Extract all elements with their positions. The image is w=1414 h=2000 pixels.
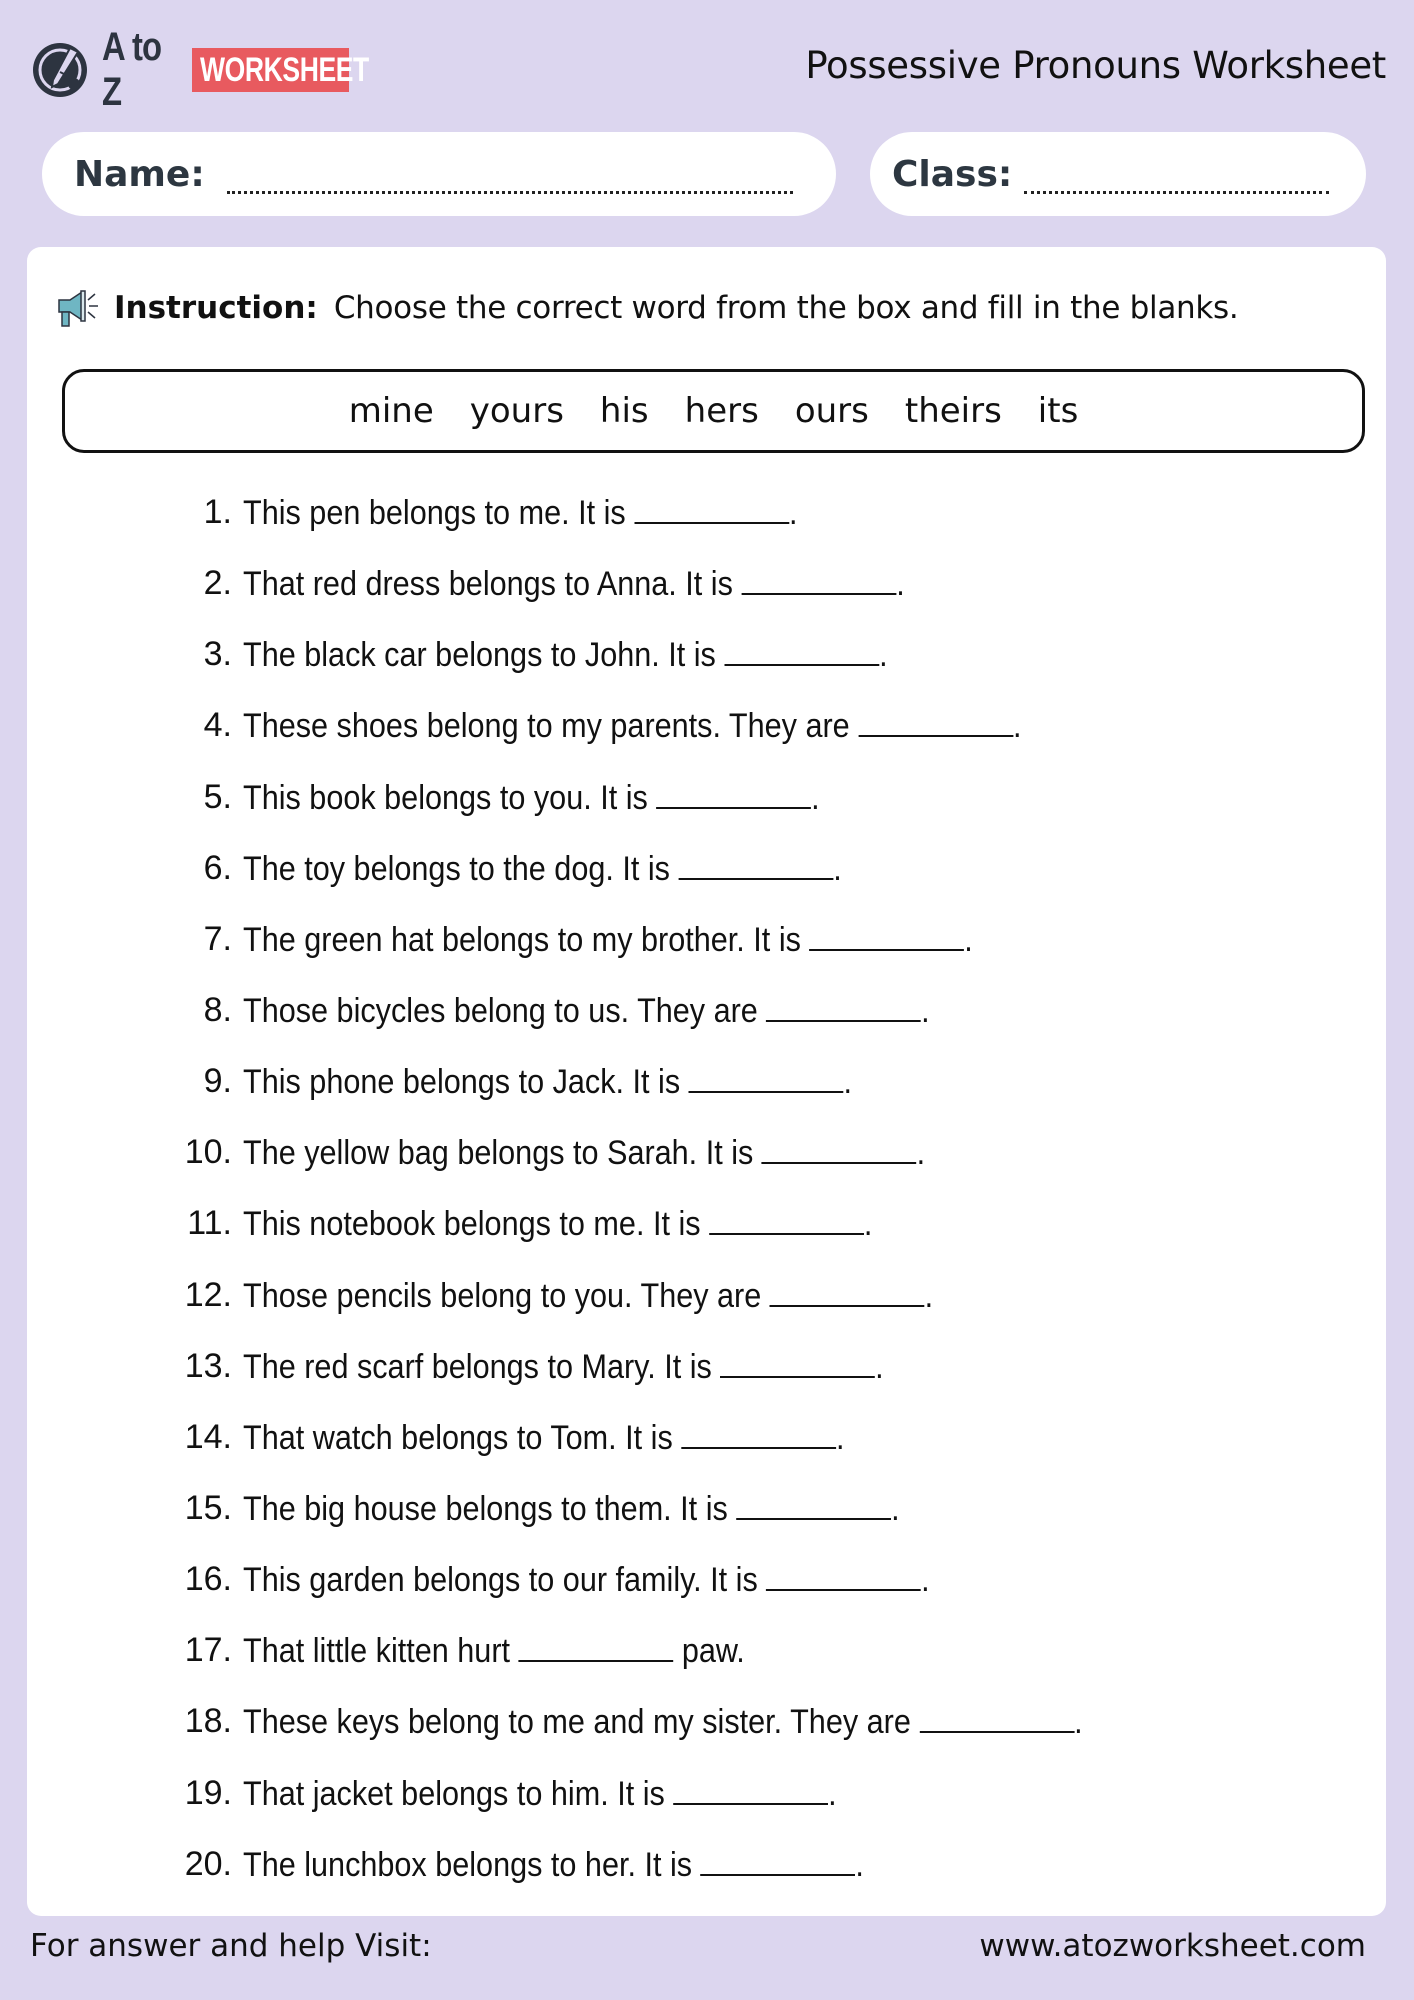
answer-blank[interactable] — [709, 1203, 864, 1235]
question-number: 19. — [184, 1773, 232, 1812]
question-item — [0, 1415, 911, 1459]
instruction-text: Choose the correct word from the box and fill in the blanks. — [333, 290, 1239, 326]
megaphone-icon — [56, 288, 102, 328]
question-number: 15. — [184, 1488, 232, 1527]
question-item — [0, 1557, 1006, 1601]
question-text: This pen belongs to me. It is — [243, 493, 635, 532]
question-item — [0, 846, 908, 890]
footer-website-link[interactable]: www.atozworksheet.com — [979, 1928, 1366, 1964]
answer-blank[interactable] — [919, 1701, 1074, 1733]
answer-blank[interactable] — [766, 990, 921, 1022]
question-text-end: . — [843, 1062, 852, 1101]
question-text: This phone belongs to Jack. It is — [243, 1062, 689, 1101]
footer-help-text: For answer and help Visit: — [30, 1928, 432, 1964]
question-text: That little kitten hurt — [243, 1631, 519, 1670]
question-item — [0, 1842, 933, 1886]
question-text: Those pencils belong to you. They are — [243, 1276, 770, 1315]
name-dotted-line[interactable] — [227, 191, 793, 194]
question-text: The green hat belongs to my brother. It is — [243, 920, 810, 959]
logo-brand-text: A to Z — [102, 25, 162, 114]
answer-blank[interactable] — [720, 1346, 875, 1378]
answer-blank[interactable] — [766, 1559, 921, 1591]
question-number: 6. — [203, 848, 232, 887]
answer-blank[interactable] — [741, 563, 896, 595]
answer-blank[interactable] — [689, 1061, 844, 1093]
question-item — [0, 988, 1006, 1032]
question-text-end: . — [1012, 706, 1022, 745]
word-bank-item: hers — [684, 391, 759, 431]
question-item — [0, 775, 884, 819]
question-text-end: . — [836, 1418, 845, 1457]
question-text: The big house belongs to them. It is — [243, 1489, 737, 1528]
question-text: The toy belongs to the dog. It is — [243, 849, 679, 888]
answer-blank[interactable] — [656, 777, 811, 809]
instruction-label: Instruction: — [114, 290, 318, 326]
question-text: Those bicycles belong to us. They are — [243, 991, 767, 1030]
question-item — [0, 1699, 1176, 1743]
answer-blank[interactable] — [519, 1630, 674, 1662]
question-item — [0, 1771, 903, 1815]
word-bank-item: his — [599, 391, 649, 431]
answer-blank[interactable] — [736, 1488, 891, 1520]
question-text-end: . — [964, 920, 973, 959]
question-text-end: . — [896, 564, 905, 603]
question-item — [0, 561, 978, 605]
answer-blank[interactable] — [678, 848, 833, 880]
question-text-end: . — [811, 778, 820, 817]
logo-badge — [192, 48, 369, 92]
question-item — [0, 917, 1054, 961]
question-text-end: . — [924, 1276, 934, 1315]
instruction-row — [56, 288, 1238, 328]
question-text-end: . — [891, 1489, 900, 1528]
question-text: These shoes belong to my parents. They are — [243, 706, 859, 745]
question-item — [0, 1344, 955, 1388]
brand-logo — [30, 25, 369, 114]
name-field[interactable] — [42, 132, 836, 216]
question-text: The red scarf belongs to Mary. It is — [243, 1347, 721, 1386]
question-text-end: . — [833, 849, 842, 888]
question-text-end: . — [863, 1204, 873, 1243]
answer-blank[interactable] — [858, 705, 1013, 737]
question-item — [0, 1486, 973, 1530]
question-item — [0, 1628, 801, 1672]
question-text: That red dress belongs to Anna. It is — [243, 564, 742, 603]
question-number: 2. — [203, 563, 232, 602]
class-dotted-line[interactable] — [1024, 191, 1329, 194]
word-bank-item: yours — [469, 391, 564, 431]
question-item — [0, 1201, 942, 1245]
question-number: 5. — [203, 777, 232, 816]
question-number: 20. — [184, 1844, 232, 1883]
class-field[interactable] — [870, 132, 1366, 216]
answer-blank[interactable] — [762, 1132, 917, 1164]
question-number: 14. — [184, 1417, 232, 1456]
class-label: Class: — [892, 153, 1013, 195]
question-item — [0, 632, 959, 676]
word-bank-item: mine — [348, 391, 434, 431]
question-item — [0, 1059, 920, 1103]
question-text: These keys belong to me and my sister. They are — [243, 1702, 920, 1741]
name-label: Name: — [74, 153, 205, 195]
question-text-end: . — [828, 1774, 837, 1813]
question-text-end: paw. — [673, 1631, 745, 1670]
page-title: Possessive Pronouns Worksheet — [805, 44, 1386, 87]
question-number: 16. — [184, 1559, 232, 1598]
question-text: This notebook belongs to me. It is — [243, 1204, 710, 1243]
question-text-end: . — [789, 493, 798, 532]
question-text: The black car belongs to John. It is — [243, 635, 725, 674]
question-number: 11. — [187, 1203, 232, 1242]
question-text: The lunchbox belongs to her. It is — [243, 1845, 701, 1884]
question-number: 1. — [203, 492, 232, 531]
question-number: 4. — [203, 705, 232, 744]
question-number: 13. — [184, 1346, 232, 1385]
question-text-end: . — [921, 1560, 930, 1599]
question-text-end: . — [875, 1347, 884, 1386]
question-item — [0, 1130, 1001, 1174]
answer-blank[interactable] — [770, 1275, 925, 1307]
question-text-end: . — [921, 991, 930, 1030]
word-bank-item: its — [1037, 391, 1079, 431]
question-text-end: . — [1074, 1702, 1083, 1741]
question-number: 18. — [184, 1701, 232, 1740]
question-number: 9. — [203, 1061, 232, 1100]
question-text: That watch belongs to Tom. It is — [243, 1418, 682, 1457]
question-item — [0, 490, 859, 534]
question-number: 8. — [203, 990, 232, 1029]
answer-blank[interactable] — [724, 634, 879, 666]
answer-blank[interactable] — [809, 919, 964, 951]
question-number: 7. — [203, 919, 232, 958]
answer-blank[interactable] — [681, 1417, 836, 1449]
question-text-end: . — [879, 635, 888, 674]
question-item — [0, 703, 1108, 747]
question-item — [0, 1273, 1010, 1317]
question-text: This garden belongs to our family. It is — [243, 1560, 767, 1599]
question-number: 12. — [184, 1275, 232, 1314]
question-text: This book belongs to you. It is — [243, 778, 657, 817]
answer-blank[interactable] — [634, 492, 789, 524]
logo-badge-text: WORKSHEET — [200, 51, 369, 89]
word-bank-item: theirs — [904, 391, 1002, 431]
question-number: 10. — [184, 1132, 232, 1171]
question-number: 17. — [184, 1630, 232, 1669]
word-bank — [62, 369, 1365, 453]
question-text-end: . — [916, 1133, 926, 1172]
word-bank-item: ours — [794, 391, 869, 431]
answer-blank[interactable] — [673, 1773, 828, 1805]
question-text: That jacket belongs to him. It is — [243, 1774, 674, 1813]
pen-nib-logo-icon — [30, 40, 90, 100]
question-text: The yellow bag belongs to Sarah. It is — [243, 1133, 762, 1172]
question-text-end: . — [855, 1845, 864, 1884]
answer-blank[interactable] — [701, 1844, 856, 1876]
question-number: 3. — [203, 634, 232, 673]
